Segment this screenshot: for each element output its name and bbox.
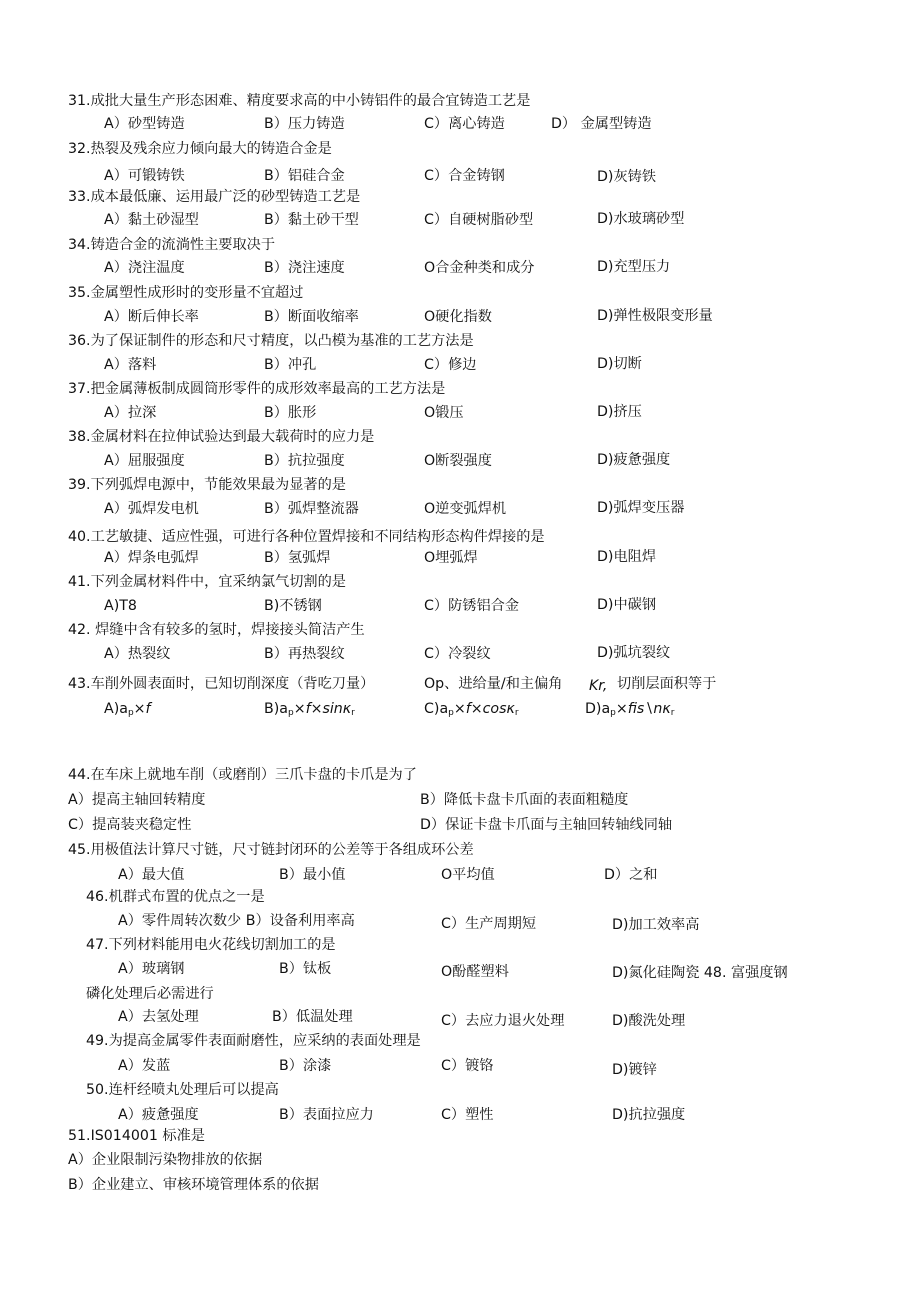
- option-34-a: A）浇注温度: [104, 260, 185, 276]
- question-43: 43.车削外圆表面时，已知切削深度（背吃刀量）: [68, 676, 375, 692]
- option-37-b: B）胀形: [264, 405, 317, 421]
- option-40-a: A）焊条电弧焊: [104, 550, 199, 566]
- option-36-c: C）修边: [424, 357, 477, 373]
- option-41-b: B)不锈钢: [264, 598, 322, 614]
- option-33-d: D)水玻璃砂型: [597, 211, 685, 227]
- option-49-b: B）涂漆: [279, 1058, 332, 1074]
- option-45-b: B）最小值: [279, 867, 346, 883]
- option-42-d: D)弧坑裂纹: [597, 645, 671, 661]
- question-44: 44.在车床上就地车削（或磨削）三爪卡盘的卡爪是为了: [68, 767, 417, 783]
- option-41-c: C）防锈铝合金: [424, 598, 520, 614]
- option-44-b: B）降低卡盘卡爪面的表面粗糙度: [420, 792, 629, 808]
- option-32-c: C）合金铸钢: [424, 168, 505, 184]
- option-48-d: D)酸洗处理: [612, 1013, 686, 1029]
- option-43-b: $B)a_p\times f\times\sin\kappa_r$: [264, 701, 355, 718]
- question-35: 35.金属塑性成形时的变形量不宜超过: [68, 285, 304, 301]
- option-48-b: B）低温处理: [272, 1009, 353, 1025]
- option-41-d: D)中碳钢: [597, 597, 657, 613]
- option-31-a: A）砂型铸造: [104, 116, 185, 132]
- option-42-a: A）热裂纹: [104, 646, 171, 662]
- option-37-a: A）拉深: [104, 405, 157, 421]
- question-38: 38.金属材料在拉伸试验达到最大载荷时的应力是: [68, 429, 375, 445]
- option-46-c: C）生产周期短: [441, 916, 537, 932]
- option-39-d: D)弧焊变压器: [597, 500, 685, 516]
- option-32-b: B）铝硅合金: [264, 168, 345, 184]
- question-48: 磷化处理后必需进行: [86, 986, 214, 1002]
- option-39-a: A）弧焊发电机: [104, 501, 199, 517]
- option-46-ab: A）零件周转次数少 B）设备利用率高: [118, 913, 355, 929]
- option-35-c: O硬化指数: [424, 309, 492, 325]
- option-31-d: D） 金属型铸造: [551, 116, 652, 132]
- option-51-a: A）企业限制污染物排放的依据: [68, 1152, 263, 1168]
- option-50-b: B）表面拉应力: [279, 1107, 374, 1123]
- option-48-c: C）去应力退火处理: [441, 1013, 565, 1029]
- question-43-kr: Kr,: [589, 678, 608, 694]
- question-37: 37.把金属薄板制成圆筒形零件的成形效率最高的工艺方法是: [68, 381, 446, 397]
- option-43-c: $C)a_p\times f\times\cos\kappa_r$: [424, 701, 519, 718]
- question-43-end: 切削层面积等于: [617, 676, 717, 692]
- option-38-a: A）屈服强度: [104, 453, 185, 469]
- question-50: 50.连杆经喷丸处理后可以提高: [86, 1082, 279, 1098]
- option-35-d: D)弹性极限变形量: [597, 308, 713, 324]
- option-34-b: B）浇注速度: [264, 260, 345, 276]
- option-42-b: B）再热裂纹: [264, 646, 345, 662]
- option-32-a: A）可锻铸铁: [104, 168, 185, 184]
- option-51-b: B）企业建立、审核环境管理体系的依据: [68, 1177, 319, 1193]
- question-41: 41.下列金属材料件中，宜采纳氯气切割的是: [68, 574, 346, 590]
- option-38-b: B）抗拉强度: [264, 453, 345, 469]
- option-37-c: O锻压: [424, 405, 464, 421]
- question-45: 45.用极值法计算尺寸链，尺寸链封闭环的公差等于各组成环公差: [68, 842, 474, 858]
- question-31: 31.成批大量生产形态困难、精度要求高的中小铸铝件的最合宜铸造工艺是: [68, 93, 531, 109]
- option-48-a: A）去氢处理: [118, 1009, 199, 1025]
- option-43-a: $A)a_p\times f$: [104, 701, 151, 718]
- option-45-d: D）之和: [604, 867, 658, 883]
- option-45-c: O平均值: [441, 867, 495, 883]
- question-51: 51.IS014001 标准是: [68, 1128, 205, 1144]
- question-43-cont: Op、进给量/和主偏角: [424, 676, 563, 692]
- option-43-d: $D)a_p\times fis∖n\kappa_r$: [585, 701, 675, 718]
- question-42: 42. 焊缝中含有较多的氢时，焊接接头简洁产生: [68, 622, 365, 638]
- option-44-d: D）保证卡盘卡爪面与主轴回转轴线同轴: [420, 817, 673, 833]
- option-49-c: C）镀铬: [441, 1058, 494, 1074]
- option-36-d: D)切断: [597, 356, 642, 372]
- option-35-b: B）断面收缩率: [264, 309, 359, 325]
- question-32: 32.热裂及残余应力倾向最大的铸造合金是: [68, 141, 332, 157]
- option-40-b: B）氢弧焊: [264, 550, 331, 566]
- option-32-d: D)灰铸铁: [597, 169, 657, 185]
- option-45-a: A）最大值: [118, 867, 185, 883]
- question-49: 49.为提高金属零件表面耐磨性，应采纳的表面处理是: [86, 1033, 421, 1049]
- option-50-a: A）疲惫强度: [118, 1107, 199, 1123]
- option-40-d: D)电阻焊: [597, 549, 657, 565]
- option-38-c: O断裂强度: [424, 453, 492, 469]
- option-36-a: A）落料: [104, 357, 157, 373]
- question-39: 39.下列弧焊电源中，节能效果最为显著的是: [68, 477, 346, 493]
- option-49-a: A）发蓝: [118, 1058, 171, 1074]
- question-40: 40.工艺敏捷、适应性强，可进行各种位置焊接和不同结构形态构件焊接的是: [68, 529, 545, 545]
- option-38-d: D)疲惫强度: [597, 452, 671, 468]
- option-34-c: O合金种类和成分: [424, 260, 535, 276]
- option-47-c: O酚醛塑料: [441, 964, 509, 980]
- option-31-b: B）压力铸造: [264, 116, 345, 132]
- option-33-a: A）黏土砂湿型: [104, 212, 199, 228]
- question-33: 33.成本最低廉、运用最广泛的砂型铸造工艺是: [68, 189, 361, 205]
- option-37-d: D)挤压: [597, 404, 642, 420]
- option-40-c: O埋弧焊: [424, 550, 478, 566]
- option-49-d: D)镀锌: [612, 1062, 657, 1078]
- option-47-a: A）玻璃钢: [118, 961, 185, 977]
- option-36-b: B）冲孔: [264, 357, 317, 373]
- option-44-c: C）提高装夹稳定性: [68, 817, 192, 833]
- option-47-b: B）钛板: [279, 961, 332, 977]
- option-39-b: B）弧焊整流器: [264, 501, 359, 517]
- option-50-d: D)抗拉强度: [612, 1107, 686, 1123]
- option-44-a: A）提高主轴回转精度: [68, 792, 206, 808]
- option-50-c: C）塑性: [441, 1107, 494, 1123]
- option-31-c: C）离心铸造: [424, 116, 505, 132]
- option-41-a: A)T8: [104, 598, 137, 614]
- option-34-d: D)充型压力: [597, 259, 671, 275]
- option-33-b: B）黏土砂干型: [264, 212, 359, 228]
- option-42-c: C）冷裂纹: [424, 646, 491, 662]
- question-34: 34.铸造合金的流淌性主要取决于: [68, 237, 276, 253]
- option-33-c: C）自硬树脂砂型: [424, 212, 534, 228]
- option-47-d: D)氮化硅陶瓷 48. 富强度钢: [612, 965, 788, 981]
- question-47: 47.下列材料能用电火花线切割加工的是: [86, 937, 336, 953]
- option-46-d: D)加工效率高: [612, 917, 700, 933]
- option-39-c: O逆变弧焊机: [424, 501, 507, 517]
- option-35-a: A）断后伸长率: [104, 309, 199, 325]
- question-36: 36.为了保证制件的形态和尺寸精度，以凸模为基准的工艺方法是: [68, 333, 474, 349]
- question-46: 46.机群式布置的优点之一是: [86, 889, 265, 905]
